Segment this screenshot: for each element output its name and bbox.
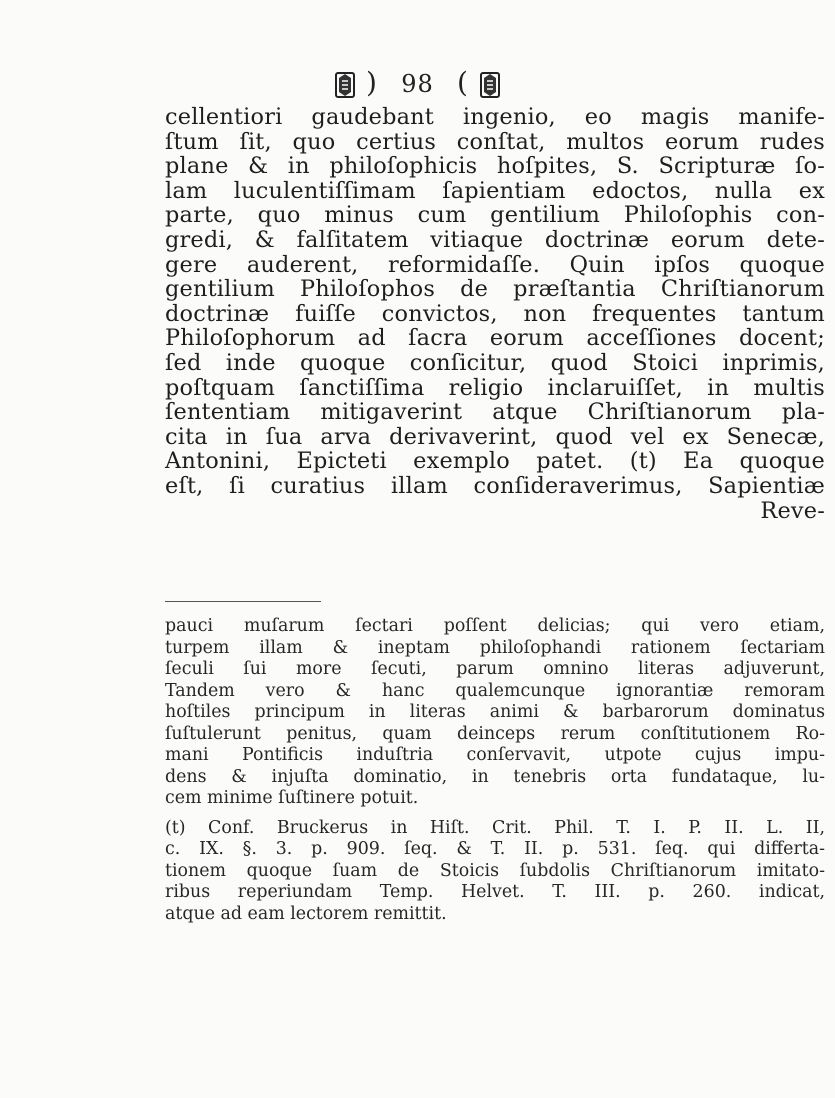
fleuron-left-icon bbox=[333, 70, 357, 100]
text-line: plane & in philoſophicis hoſpites, S. Scripturæ ſo- bbox=[165, 153, 825, 180]
text-line: poſtquam ſanctiſſima religio inclaruiſſet, in multis bbox=[165, 374, 825, 401]
text-line: lam luculentiſſimam ſapientiam edoctos, nulla ex bbox=[165, 177, 825, 204]
footnote-t-line: tionem quoque ſuam de Stoicis ſubdolis Chriſtianorum imitato- bbox=[165, 860, 825, 881]
text-line: gentilium Philoſophos de præſtantia Chriſtianorum bbox=[165, 276, 825, 303]
text-line: parte, quo minus cum gentilium Philoſophis con- bbox=[165, 202, 825, 229]
text-line: cellentiori gaudebant ingenio, eo magis manife- bbox=[165, 104, 825, 130]
footnote-line: turpem illam & ineptam philoſophandi rationem ſectariam bbox=[165, 637, 825, 658]
catchword: Reve- bbox=[760, 497, 825, 524]
footnote-t-line: (t) Conf. Bruckerus in Hiſt. Crit. Phil. T. I. P. II. L. II, bbox=[165, 817, 825, 838]
footnote-line: pauci muſarum ſectari poſſent delicias; qui vero etiam, bbox=[165, 616, 825, 636]
text-line: gredi, & falſitatem vitiaque doctrinæ eorum dete- bbox=[165, 226, 825, 253]
header-left-bracket: ) bbox=[366, 66, 378, 99]
main-text-block bbox=[165, 105, 825, 523]
footnote-rule bbox=[165, 601, 321, 602]
text-line: ſed inde quoque conſicitur, quod Stoici inprimis, bbox=[165, 349, 825, 376]
text-line: ſtum ſit, quo certius conſtat, multos eorum rudes bbox=[165, 128, 825, 155]
footnote-line: dens & injuſta dominatio, in tenebris orta fundataque, lu- bbox=[165, 766, 825, 787]
footnote-line: hoſtiles principum in literas animi & barbarorum dominatus bbox=[165, 702, 825, 722]
footnote-line: cem minime ſuſtinere potuit. bbox=[165, 788, 419, 808]
footnote-line: ſeculi ſui more ſecuti, parum omnino literas adjuverunt, bbox=[165, 659, 825, 679]
page-number: 98 bbox=[401, 70, 434, 98]
header-right-bracket: ( bbox=[457, 66, 469, 99]
footnotes-block bbox=[165, 616, 825, 925]
running-head bbox=[0, 66, 835, 100]
footnote-t-line: ribus reperiundam Temp. Helvet. T. III. p. 260. indicat, bbox=[165, 882, 825, 902]
text-line: Philoſophorum ad ſacra eorum acceſſiones docent; bbox=[165, 325, 825, 352]
footnote-t-line: c. IX. §. 3. p. 909. ſeq. & T. II. p. 531. ſeq. qui differta- bbox=[165, 839, 825, 859]
text-line: ſententiam mitigaverint atque Chriſtianorum pla- bbox=[165, 399, 825, 426]
fleuron-right-icon bbox=[478, 70, 502, 100]
text-line: gere auderent, reformidaſſe. Quin ipſos quoque bbox=[165, 251, 825, 278]
text-line: cita in ſua arva derivaverint, quod vel ex Senecæ, bbox=[165, 423, 825, 450]
text-line: Antonini, Epicteti exemplo patet. (t) Ea quoque bbox=[165, 448, 825, 475]
footnote-line: ſuſtulerunt penitus, quam deinceps rerum conſtitutionem Ro- bbox=[165, 723, 825, 744]
text-line: doctrinæ fuiſſe convictos, non frequentes tantum bbox=[165, 300, 825, 327]
text-line: eſt, ſi curatius illam conſideraverimus, Sapientiæ bbox=[165, 472, 825, 499]
footnote-t-line: atque ad eam lectorem remittit. bbox=[165, 903, 447, 924]
footnote-line: mani Pontificis induſtria conſervavit, utpote cujus impu- bbox=[165, 745, 825, 765]
footnote-line: Tandem vero & hanc qualemcunque ignorantiæ remoram bbox=[165, 680, 825, 701]
